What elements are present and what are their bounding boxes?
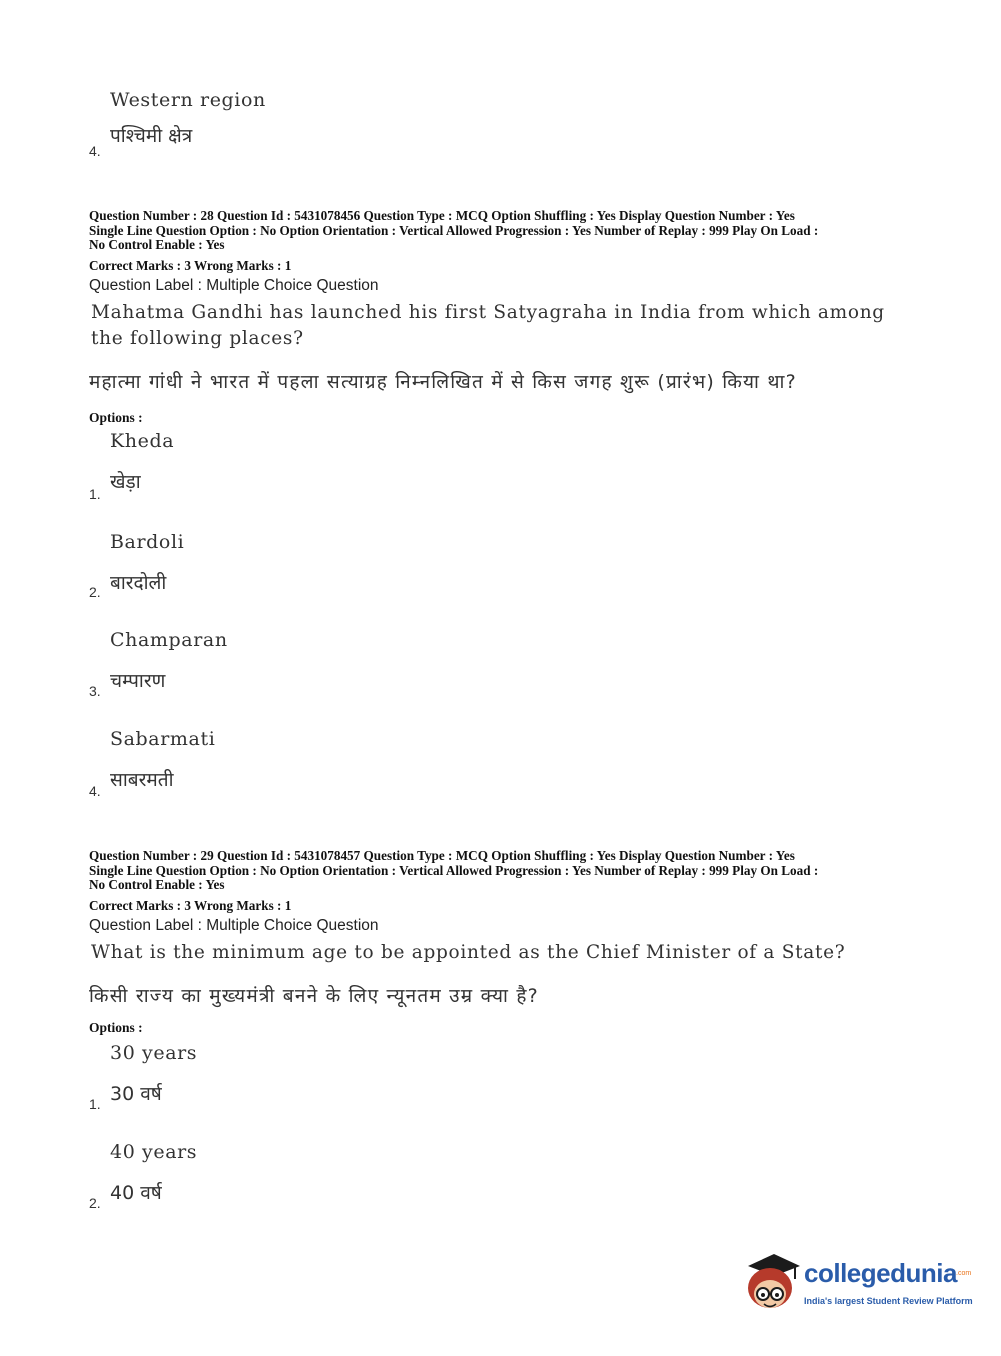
q28-question-text-english: Mahatma Gandhi has launched his first Satyagraha in India from which among the following places? [91,302,885,349]
q29-option-1-hindi[interactable]: 30 वर्ष [110,1083,162,1105]
q29-question-label: Question Label : Multiple Choice Question [89,917,379,934]
q28-meta-line3: No Control Enable : Yes [89,237,225,253]
q29-meta [89,849,919,893]
q28-option-2-english[interactable]: Bardoli [110,531,185,553]
q28-option-1-english[interactable]: Kheda [110,430,175,452]
q29-options-label: Options : [89,1020,143,1035]
q29-option-1-number: 1. [89,1096,101,1112]
collegedunia-logo[interactable] [742,1248,972,1318]
q29-meta-line3: No Control Enable : Yes [89,877,225,893]
q28-option-2-number: 2. [89,584,101,600]
prev-option-4-number: 4. [89,143,101,159]
q29-option-2-english[interactable]: 40 years [110,1141,198,1163]
q28-options-label: Options : [89,410,143,425]
q28-option-4-number: 4. [89,783,101,799]
q29-meta-line2: Single Line Question Option : No Option Orientation : Vertical Allowed Progression : Yes Number of Replay : 999 Play On Load : [89,862,819,878]
q28-option-3-hindi[interactable]: चम्पारण [110,670,166,692]
logo-suffix: .com [956,1270,972,1277]
q29-option-2-number: 2. [89,1195,101,1211]
q29-option-2-hindi[interactable]: 40 वर्ष [110,1182,162,1204]
q28-option-4-hindi[interactable]: साबरमती [110,769,174,791]
q28-question-text-hindi: महात्मा गांधी ने भारत में पहला सत्याग्रह निम्नलिखित में से किस जगह शुरू (प्रारंभ) किया था? [89,371,797,393]
q28-question-label: Question Label : Multiple Choice Question [89,277,379,294]
q28-option-3-english[interactable]: Champaran [110,629,228,651]
q29-option-1-english[interactable]: 30 years [110,1042,198,1064]
q29-question-text-english: What is the minimum age to be appointed as the Chief Minister of a State? [91,942,846,963]
q28-meta-line1: Question Number : 28 Question Id : 5431078456 Question Type : MCQ Option Shuffling : Yes Display Question Number : Yes [89,208,795,223]
q28-option-1-number: 1. [89,486,101,502]
q28-marks: Correct Marks : 3 Wrong Marks : 1 [89,258,292,273]
q28-meta-line2: Single Line Question Option : No Option Orientation : Vertical Allowed Progression : Yes Number of Replay : 999 Play On Load : [89,222,819,238]
q28-option-4-english[interactable]: Sabarmati [110,728,216,750]
q28-option-1-hindi[interactable]: खेड़ा [110,471,141,493]
prev-option-4-hindi: पश्चिमी क्षेत्र [110,125,193,147]
q28-meta [89,209,919,253]
q29-marks: Correct Marks : 3 Wrong Marks : 1 [89,898,292,913]
logo-tagline: India's largest Student Review Platform [804,1296,973,1306]
q29-meta-line1: Question Number : 29 Question Id : 5431078457 Question Type : MCQ Option Shuffling : Yes Display Question Number : Yes [89,848,795,863]
q28-option-2-hindi[interactable]: बारदोली [110,572,167,594]
prev-option-4-english: Western region [110,89,266,111]
q29-question-text-hindi: किसी राज्य का मुख्यमंत्री बनने के लिए न्यूनतम उम्र क्या है? [89,985,539,1007]
mascot-icon [742,1250,802,1316]
logo-wordmark: collegedunia [804,1258,957,1288]
q28-option-3-number: 3. [89,683,101,699]
